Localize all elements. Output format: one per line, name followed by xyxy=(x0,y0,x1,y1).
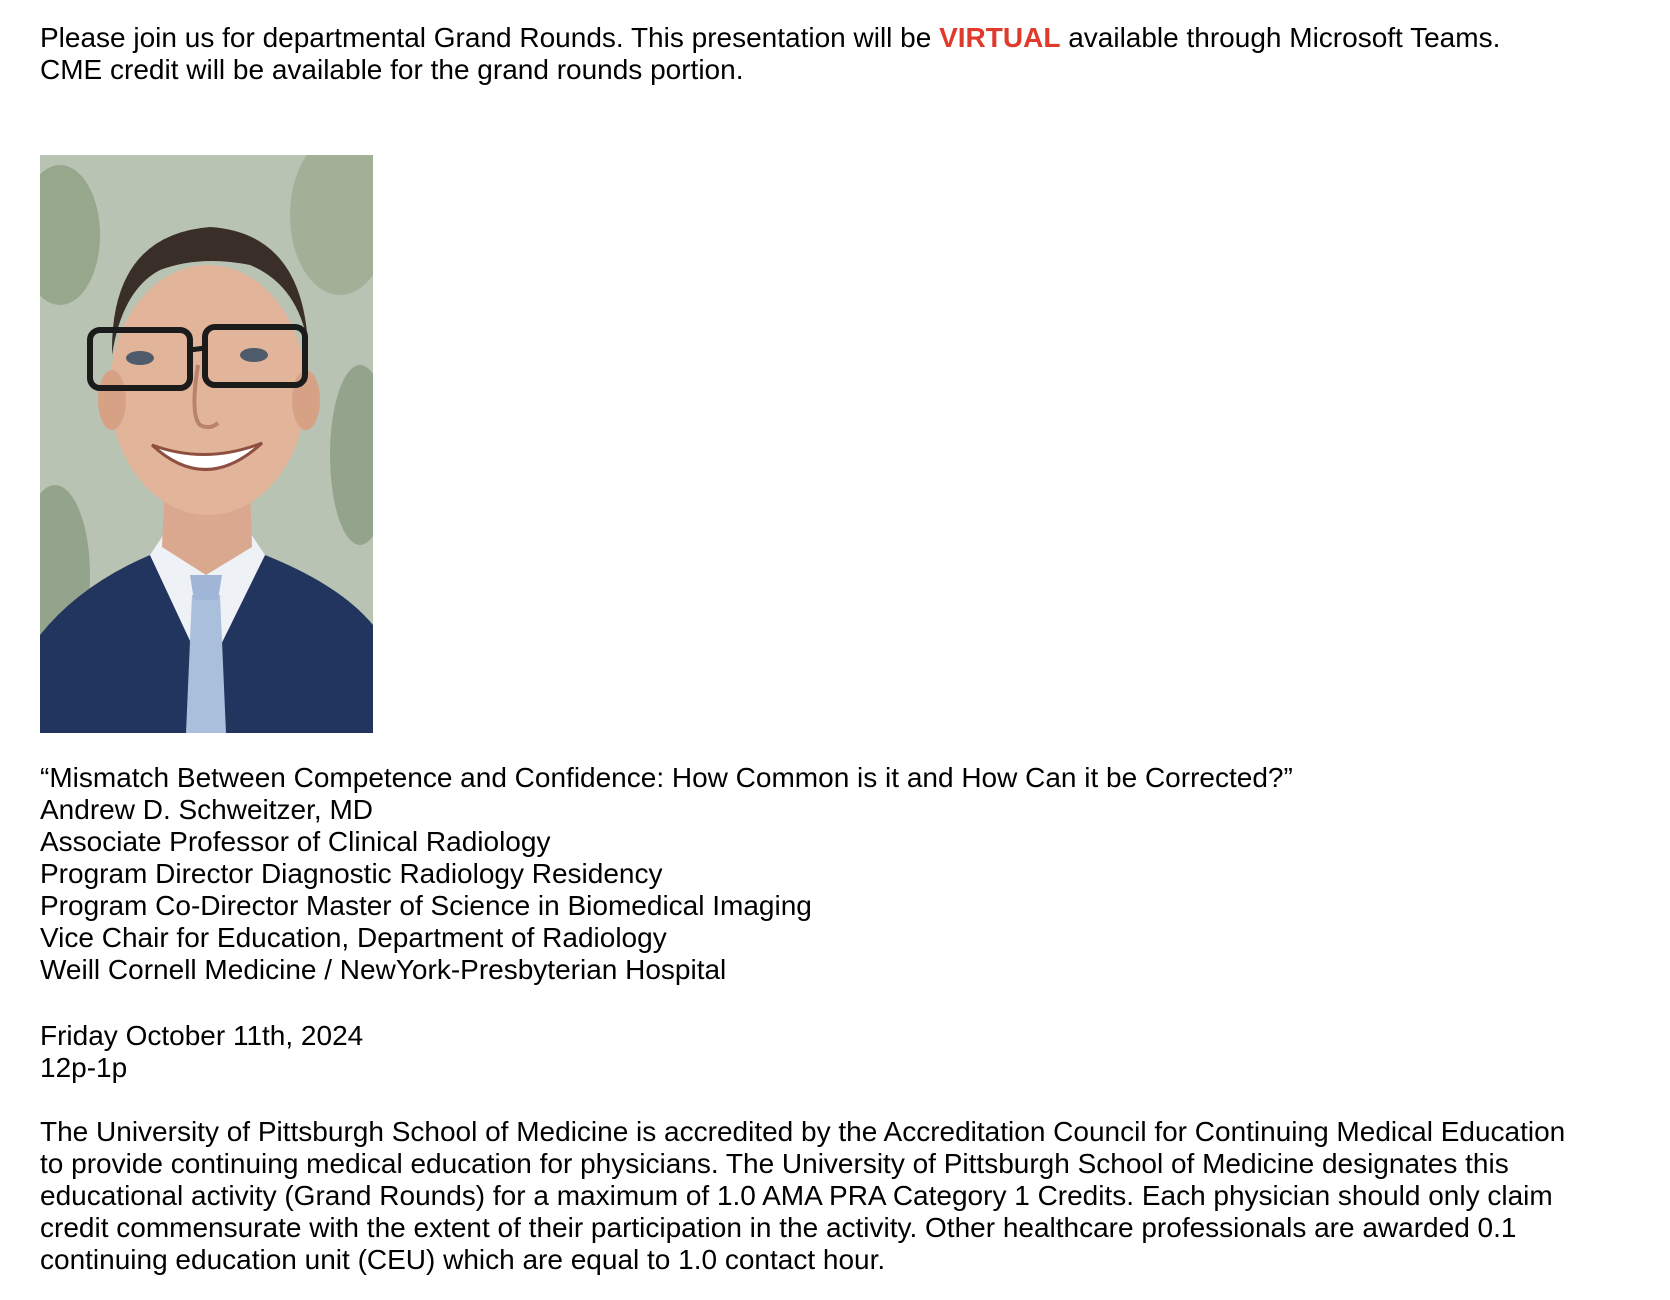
accreditation-line: The University of Pittsburgh School of Medicine is accredited by the Accreditation Council for Continuing Medical Education xyxy=(40,1116,1566,1147)
intro-text-before: Please join us for departmental Grand Rounds. This presentation will be xyxy=(40,22,940,53)
talk-title: “Mismatch Between Competence and Confidence: How Common is it and How Can it be Corrected?” xyxy=(40,762,1293,793)
intro-line-2: CME credit will be available for the grand rounds portion. xyxy=(40,54,744,85)
speaker-role: Vice Chair for Education, Department of Radiology xyxy=(40,922,667,953)
accreditation-line: educational activity (Grand Rounds) for a maximum of 1.0 AMA PRA Category 1 Credits. Each physician should only claim xyxy=(40,1180,1553,1211)
event-date: Friday October 11th, 2024 xyxy=(40,1020,364,1051)
accreditation-line: to provide continuing medical education for physicians. The University of Pittsburgh School of Medicine designates this xyxy=(40,1148,1509,1179)
event-time xyxy=(40,1020,363,1084)
speaker-info xyxy=(40,762,1293,986)
accreditation-line: credit commensurate with the extent of their participation in the activity. Other healthcare professionals are awarded 0.1 xyxy=(40,1212,1517,1243)
accreditation-statement xyxy=(40,1116,1660,1276)
speaker-role: Associate Professor of Clinical Radiology xyxy=(40,826,551,857)
intro-text xyxy=(40,22,1500,86)
speaker-name: Andrew D. Schweitzer, MD xyxy=(40,794,373,825)
speaker-role: Program Director Diagnostic Radiology Residency xyxy=(40,858,663,889)
event-hours: 12p-1p xyxy=(40,1052,128,1083)
speaker-photo xyxy=(40,155,373,733)
speaker-role: Program Co-Director Master of Science in Biomedical Imaging xyxy=(40,890,812,921)
intro-line-1 xyxy=(40,22,1500,54)
virtual-highlight: VIRTUAL xyxy=(939,22,1061,53)
accreditation-line: continuing education unit (CEU) which are equal to 1.0 contact hour. xyxy=(40,1244,886,1275)
intro-text-after: available through Microsoft Teams. xyxy=(1060,22,1501,53)
speaker-affiliation: Weill Cornell Medicine / NewYork-Presbyterian Hospital xyxy=(40,954,727,985)
